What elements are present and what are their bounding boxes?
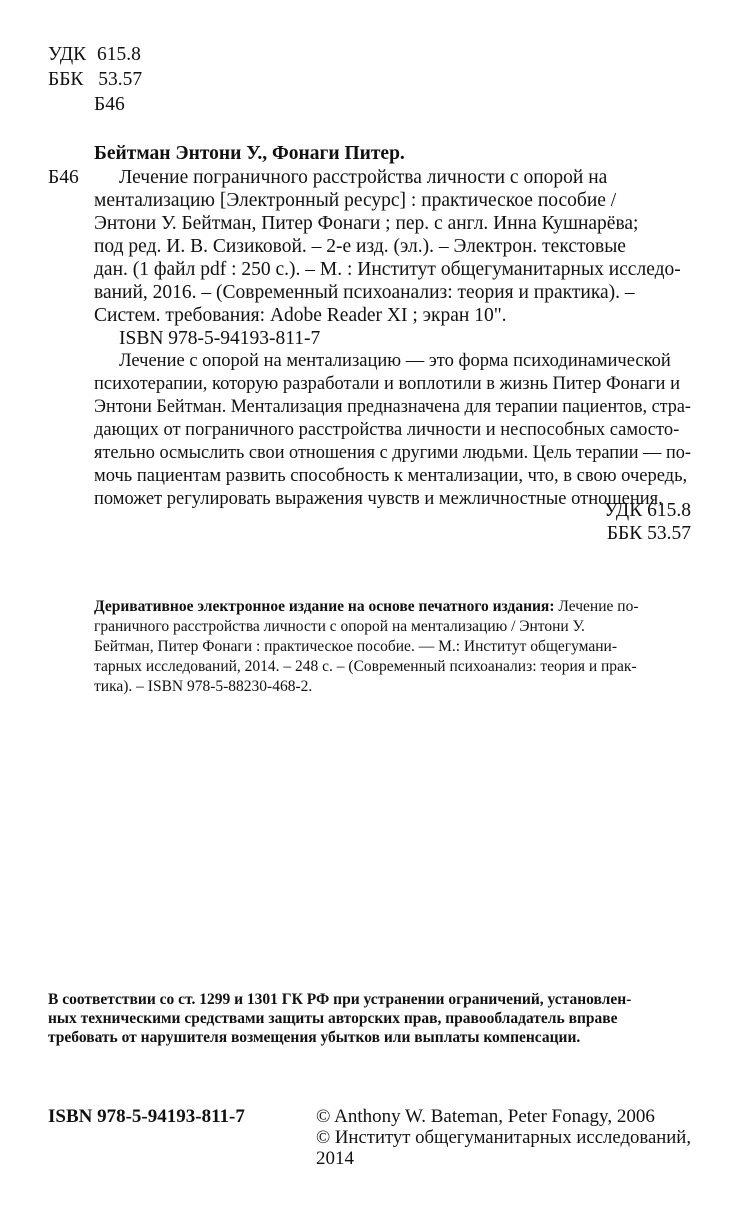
udk-value: 615.8 — [97, 44, 141, 65]
record-author-mark: Б46 — [48, 167, 79, 188]
record-line: дан. (1 файл pdf : 250 с.). – М. : Институт общегуманитарных исследо- — [94, 259, 681, 280]
record-line: Систем. требования: Adobe Reader XI ; экран 10". — [94, 305, 507, 326]
legal-line: требовать от нарушителя возмещения убытков или выплаты компенсации. — [48, 1029, 581, 1046]
annotation-line: поможет регулировать выражения чувств и межличностные отношения. — [94, 489, 663, 509]
derivative-first-line — [94, 597, 639, 617]
record-line: под ред. И. В. Сизиковой. – 2-е изд. (эл.). – Электрон. текстовые — [94, 236, 626, 257]
annotation-line: Лечение с опорой на ментализацию — это форма психодинамической — [119, 351, 671, 371]
annotation-line: психотерапии, которую разработали и воплотили в жизнь Питер Фонаги и — [94, 374, 680, 394]
top-udk — [48, 42, 141, 67]
derivative-line: тарных исследований, 2014. – 248 с. – (Современный психоанализ: теория и прак- — [94, 658, 637, 675]
top-author-mark: Б46 — [94, 94, 125, 115]
top-bbk — [48, 67, 142, 92]
legal-line: ных техническими средствами защиты авторских прав, правообладатель вправе — [48, 1010, 618, 1027]
annotation-line: Энтони Бейтман. Ментализация предназначена для терапии пациентов, стра- — [94, 397, 691, 417]
bottom-bbk: ББК 53.57 — [606, 523, 691, 544]
annotation-line: дающих от пограничного расстройства личности и неспособных самосто- — [94, 420, 680, 440]
record-isbn: ISBN 978-5-94193-811-7 — [119, 328, 321, 349]
record-line: Лечение пограничного расстройства личности с опорой на — [119, 167, 608, 188]
copyright-authors: © Anthony W. Bateman, Peter Fonagy, 2006 — [316, 1106, 655, 1127]
derivative-line: граничного расстройства личности с опорой на ментализацию / Энтони У. — [94, 618, 585, 635]
copyright-publisher: © Институт общегуманитарных исследований, — [316, 1127, 692, 1148]
derivative-lead: Деривативное электронное издание на основе печатного издания: — [94, 598, 555, 615]
bottom-udk: УДК 615.8 — [604, 500, 691, 521]
author-heading: Бейтман Энтони У., Фонаги Питер. — [94, 143, 405, 164]
annotation-line: ятельно осмыслить свои отношения с другими людьми. Цель терапии — по- — [94, 443, 692, 463]
record-line: Энтони У. Бейтман, Питер Фонаги ; пер. с англ. Инна Кушнарёва; — [94, 213, 639, 234]
bbk-value: 53.57 — [98, 69, 143, 90]
record-line: ваний, 2016. – (Современный психоанализ: теория и практика). – — [94, 282, 635, 303]
bbk-label: ББК — [48, 69, 84, 90]
annotation-line: мочь пациентам развить способность к ментализации, что, в свою очередь, — [94, 466, 688, 486]
derivative-first-rest: Лечение по- — [554, 598, 639, 615]
copyright-publisher-year: 2014 — [316, 1148, 354, 1169]
udk-label: УДК — [48, 44, 87, 65]
record-line: ментализацию [Электронный ресурс] : практическое пособие / — [94, 190, 617, 211]
derivative-line: тика). – ISBN 978-5-88230-468-2. — [94, 678, 313, 695]
footer-isbn: ISBN 978-5-94193-811-7 — [48, 1106, 245, 1127]
legal-line: В соответствии со ст. 1299 и 1301 ГК РФ при устранении ограничений, установлен- — [48, 991, 632, 1008]
derivative-line: Бейтман, Питер Фонаги : практическое пособие. — М.: Институт общегумани- — [94, 638, 617, 655]
